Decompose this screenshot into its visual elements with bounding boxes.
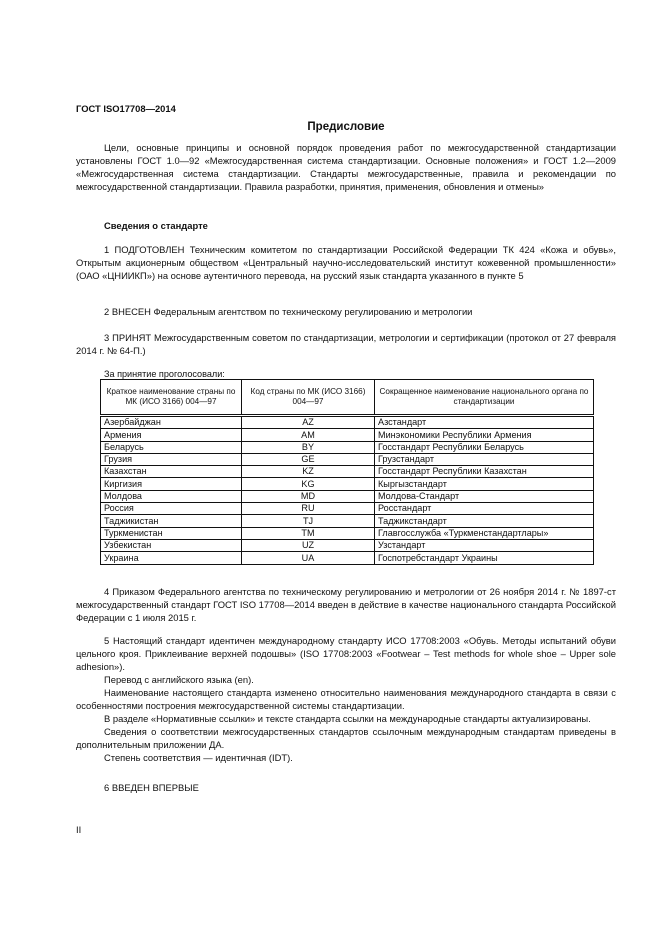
- page-number: II: [76, 824, 82, 835]
- item-1-paragraph: 1 ПОДГОТОВЛЕН Техническим комитетом по стандартизации Российской Федерации ТК 424 «Кожа и обувь», Открытым акционерным обществом «Центральный научно-исследовательский институт кожевенной промышленности» (ОАО «ЦНИИКП») на основе аутентичного перевода, на русский язык стандарта указанного в пункте 5: [76, 244, 616, 281]
- preface-paragraph: Цели, основные принципы и основной порядок проведения работ по межгосударственной стандартизации установлены ГОСТ 1.0—92 «Межгосударственная система стандартизации. Основные положения» и ГОСТ 1.2—2009 «Межгосударственная система стандартизации. Стандарты межгосударственные, правила и рекомендации по межгосударственной стандартизации. Правила разработки, принятия, применения, обновления и отмены»: [76, 142, 616, 192]
- code-cell: MD: [242, 490, 375, 502]
- country-cell: Россия: [101, 503, 242, 515]
- voting-states-table: [100, 379, 594, 565]
- country-cell: Молдова: [101, 490, 242, 502]
- table-row: [101, 539, 594, 551]
- table-row: [101, 552, 594, 564]
- code-cell: AM: [242, 429, 375, 441]
- code-cell: UZ: [242, 539, 375, 551]
- country-cell: Узбекистан: [101, 539, 242, 551]
- code-cell: RU: [242, 503, 375, 515]
- body-cell: Госстандарт Республики Беларусь: [375, 441, 594, 453]
- item-5-references: В разделе «Нормативные ссылки» и тексте стандарта ссылки на международные стандарты актуализированы.: [104, 713, 591, 724]
- table-header-body: Сокращенное наименование национального органа по стандартизации: [375, 380, 594, 416]
- info-heading: Сведения о стандарте: [104, 220, 208, 231]
- code-cell: UA: [242, 552, 375, 564]
- country-cell: Азербайджан: [101, 416, 242, 429]
- table-row: [101, 478, 594, 490]
- country-cell: Армения: [101, 429, 242, 441]
- table-row: [101, 416, 594, 429]
- table-row: [101, 490, 594, 502]
- body-cell: Грузстандарт: [375, 453, 594, 465]
- body-cell: Госстандарт Республики Казахстан: [375, 466, 594, 478]
- item-3-paragraph: 3 ПРИНЯТ Межгосударственным советом по стандартизации, метрологии и сертификации (протокол от 27 февраля 2014 г. № 64-П.): [76, 332, 616, 356]
- code-cell: TJ: [242, 515, 375, 527]
- table-row: [101, 441, 594, 453]
- code-cell: AZ: [242, 416, 375, 429]
- body-cell: Молдова-Стандарт: [375, 490, 594, 502]
- code-cell: KG: [242, 478, 375, 490]
- item-2-block: [76, 305, 616, 318]
- preface-block: [76, 141, 616, 193]
- body-cell: Госпотребстандарт Украины: [375, 552, 594, 564]
- item-5-annex: Сведения о соответствии межгосударственных стандартов ссылочным международным стандартам приведены в дополнительным приложении ДА.: [76, 726, 616, 750]
- body-cell: Азстандарт: [375, 416, 594, 429]
- table-row: [101, 453, 594, 465]
- table-row: [101, 429, 594, 441]
- body-cell: Кыргызстандарт: [375, 478, 594, 490]
- item-5-name-change: Наименование настоящего стандарта изменено относительно наименования международного стандарта в связи с особенностями построения межгосударственной системы стандартизации.: [76, 687, 616, 711]
- code-cell: BY: [242, 441, 375, 453]
- country-cell: Туркменистан: [101, 527, 242, 539]
- table-header-code: Код страны по МК (ИСО 3166) 004—97: [242, 380, 375, 416]
- code-cell: KZ: [242, 466, 375, 478]
- body-cell: Главгосслужба «Туркменстандартлары»: [375, 527, 594, 539]
- document-code-header: ГОСТ ISO17708—2014: [76, 103, 176, 114]
- table-row: [101, 515, 594, 527]
- item-4-paragraph: 4 Приказом Федерального агентства по техническому регулированию и метрологии от 26 ноября 2014 г. № 1897-ст межгосударственный стандарт ГОСТ ISO 17708—2014 введен в действие в качестве национального стандарта Российской Федерации с 1 июля 2015 г.: [76, 586, 616, 623]
- body-cell: Минэкономики Республики Армения: [375, 429, 594, 441]
- body-cell: Узстандарт: [375, 539, 594, 551]
- country-cell: Грузия: [101, 453, 242, 465]
- country-cell: Таджикистан: [101, 515, 242, 527]
- item-1-block: [76, 243, 616, 282]
- item-5-translation: Перевод с английского языка (en).: [104, 674, 254, 685]
- item-6-paragraph: 6 ВВЕДЕН ВПЕРВЫЕ: [104, 782, 199, 793]
- code-cell: TM: [242, 527, 375, 539]
- item-3-block: [76, 331, 616, 357]
- body-cell: Росстандарт: [375, 503, 594, 515]
- item-5-paragraph: 5 Настоящий стандарт идентичен международному стандарту ИСО 17708:2003 «Обувь. Методы испытаний обуви цельного кроя. Приклеивание верхней подошвы» (ISO 17708:2003 «Footwear – Test methods for whole shoe – Upper sole adhesion»).: [76, 635, 616, 672]
- page-title: Предисловие: [307, 121, 385, 133]
- table-row: [101, 503, 594, 515]
- country-cell: Беларусь: [101, 441, 242, 453]
- country-cell: Казахстан: [101, 466, 242, 478]
- item-2-paragraph: 2 ВНЕСЕН Федеральным агентством по техническому регулированию и метрологии: [104, 306, 473, 317]
- vote-label: За принятие проголосовали:: [104, 369, 225, 379]
- table-row: [101, 466, 594, 478]
- table-header-country: Краткое наименование страны по МК (ИСО 3166) 004—97: [101, 380, 242, 416]
- table-header-row: [101, 380, 594, 416]
- item-4-block: [76, 585, 616, 624]
- item-6-block: [76, 781, 616, 794]
- item-5-degree: Степень соответствия — идентичная (IDT).: [104, 752, 293, 763]
- country-cell: Украина: [101, 552, 242, 564]
- table-row: [101, 527, 594, 539]
- item-5-block: [76, 634, 616, 764]
- body-cell: Таджикстандарт: [375, 515, 594, 527]
- code-cell: GE: [242, 453, 375, 465]
- country-cell: Киргизия: [101, 478, 242, 490]
